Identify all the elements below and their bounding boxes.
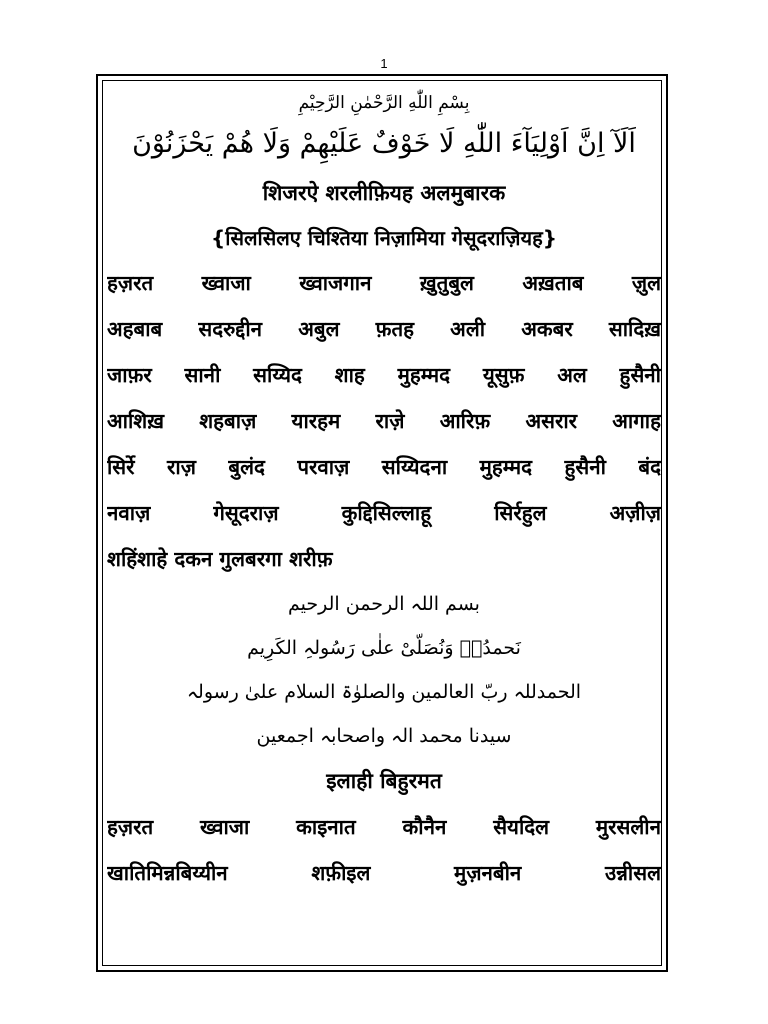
urdu-line: بسم اللہ الرحمن الرحیم	[288, 593, 480, 615]
document-body	[107, 80, 661, 896]
paragraph-line: शहिंशाहे दकन गुलबरगा शरीफ़	[107, 547, 333, 571]
paragraph-line: हज़रत ख्वाजा ख्वाजगान ख़ुतुबुल अख़ताब ज़ुल	[107, 271, 661, 295]
paragraph-invocation	[107, 804, 661, 896]
paragraph-line: जाफ़र सानी सय्यिद शाह मुहम्मद यूसुफ़ अल हुसैनी	[107, 363, 661, 387]
paragraph-line: अहबाब सदरुद्दीन अबुल फ़तह अली अकबर सादिख़	[107, 317, 661, 341]
paragraph-line: हज़रत ख्वाजा काइनात कौनैन सैयदिल मुरसलीन	[107, 815, 661, 839]
document-title: शिजरऐ शरलीफ़ियह अलमुबारक	[262, 181, 506, 205]
document-subtitle: {सिलसिलए चिश्तिया निज़ामिया गेसूदराज़ियह}	[211, 226, 557, 250]
urdu-line: الحمدللہ ربّ العالمین والصلوٰۃ السلام علیٰ رسولہ	[186, 681, 582, 703]
paragraph-line: खातिमिन्नबिय्यीन शफ़ीइल मुज़नबीन उन्नीसल	[107, 861, 661, 885]
paragraph-lineage	[107, 260, 661, 582]
section-heading: इलाही बिहुरमत	[326, 769, 442, 793]
paragraph-line: नवाज़ गेसूदराज़ कुद्दिसिल्लाहू सिर्रहुल अज़ीज़	[107, 501, 661, 525]
urdu-line: سیدنا محمد الہ واصحابہ اجمعین	[256, 725, 512, 747]
page-number: 1	[380, 56, 388, 71]
paragraph-line: आशिख़ शहबाज़ यारहम राज़े आरिफ़ असरार आगाह	[107, 409, 661, 433]
urdu-invocation	[107, 582, 661, 758]
quran-verse: اَلَآ اِنَّ اَوْلِیَآءَ اللّٰهِ لَا خَوْفٌ عَلَیْهِمْ وَلَا هُمْ یَحْزَنُوْنَ	[132, 128, 636, 159]
paragraph-line: सिर्रे राज़ बुलंद परवाज़ सय्यिदना मुहम्मद हुसैनी बंद	[107, 455, 661, 479]
urdu-line: نَحمدُہٗ وَنُصَلّیْ علٰی رَسُولہِ الکَرِیم	[247, 637, 521, 659]
basmala-calligraphy: بِسْمِ اللّٰهِ الرَّحْمٰنِ الرَّحِیْمِ	[298, 93, 470, 113]
